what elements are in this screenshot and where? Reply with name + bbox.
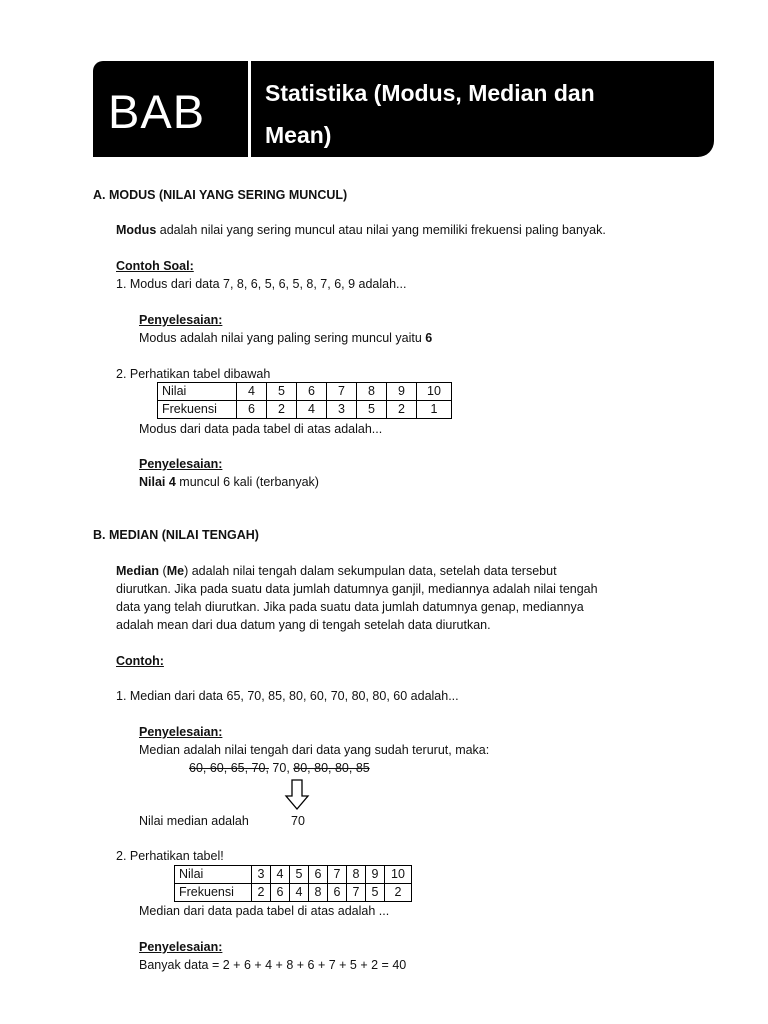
median-definition-line4: adalah mean dari dua datum yang di tengah setelah data diurutkan. xyxy=(116,618,491,632)
solution-heading-a2: Penyelesaian: xyxy=(139,457,223,471)
contoh-soal-heading: Contoh Soal: xyxy=(116,259,194,273)
median-definition-line2: diurutkan. Jika pada suatu data jumlah datumnya ganjil, mediannya adalah nilai tengah xyxy=(116,582,598,596)
solution-heading-a1: Penyelesaian: xyxy=(139,313,223,327)
question-b1: 1. Median dari data 65, 70, 85, 80, 60, 70, 80, 80, 60 adalah... xyxy=(116,689,459,703)
table-row: Frekuensi 6 2 4 3 5 2 1 xyxy=(158,401,452,419)
table-row: Nilai 4 5 6 7 8 9 10 xyxy=(158,383,452,401)
section-b-heading: B. MEDIAN (NILAI TENGAH) xyxy=(93,528,259,542)
modus-definition: Modus adalah nilai yang sering muncul atau nilai yang memiliki frekuensi paling banyak. xyxy=(116,223,606,237)
answer-a1: Modus adalah nilai yang paling sering muncul yaitu 6 xyxy=(139,331,433,345)
median-definition-line1: Median (Me) adalah nilai tengah dalam sekumpulan data, setelah data tersebut xyxy=(116,564,557,578)
median-definition-line3: data yang telah diurutkan. Jika pada suatu data jumlah datumnya genap, mediannya xyxy=(116,600,584,614)
question-b2-text: Median dari data pada tabel di atas adalah ... xyxy=(139,904,390,918)
chapter-label-box xyxy=(93,61,248,157)
sorted-sequence: 60, 60, 65, 70, 70, 80, 80, 80, 85 xyxy=(189,761,370,775)
frequency-table-a xyxy=(157,382,452,419)
frequency-table-b xyxy=(174,865,412,902)
section-a-heading: A. MODUS (NILAI YANG SERING MUNCUL) xyxy=(93,188,348,202)
question-a2: 2. Perhatikan tabel dibawah xyxy=(116,367,271,381)
question-a1: 1. Modus dari data 7, 8, 6, 5, 6, 5, 8, 7, 6, 9 adalah... xyxy=(116,277,407,291)
chapter-title-box xyxy=(251,61,714,157)
answer-b1-intro: Median adalah nilai tengah dari data yang sudah terurut, maka: xyxy=(139,743,490,757)
contoh-heading: Contoh: xyxy=(116,654,164,668)
question-b2: 2. Perhatikan tabel! xyxy=(116,849,224,863)
question-a2-text: Modus dari data pada tabel di atas adalah... xyxy=(139,422,383,436)
median-value: 70 xyxy=(291,814,305,828)
chapter-title: Statistika (Modus, Median dan Mean) xyxy=(265,80,595,148)
table-row: Frekuensi 2 6 4 8 6 7 5 2 xyxy=(175,884,412,902)
answer-a2: Nilai 4 muncul 6 kali (terbanyak) xyxy=(139,475,319,489)
median-label: Nilai median adalah xyxy=(139,814,249,828)
solution-heading-b1: Penyelesaian: xyxy=(139,725,223,739)
solution-heading-b2: Penyelesaian: xyxy=(139,940,223,954)
table-row: Nilai 3 4 5 6 7 8 9 10 xyxy=(175,866,412,884)
chapter-label: BAB xyxy=(108,85,206,138)
answer-b2: Banyak data = 2 + 6 + 4 + 8 + 6 + 7 + 5 + 2 = 40 xyxy=(139,958,407,972)
down-arrow-icon xyxy=(284,779,310,811)
